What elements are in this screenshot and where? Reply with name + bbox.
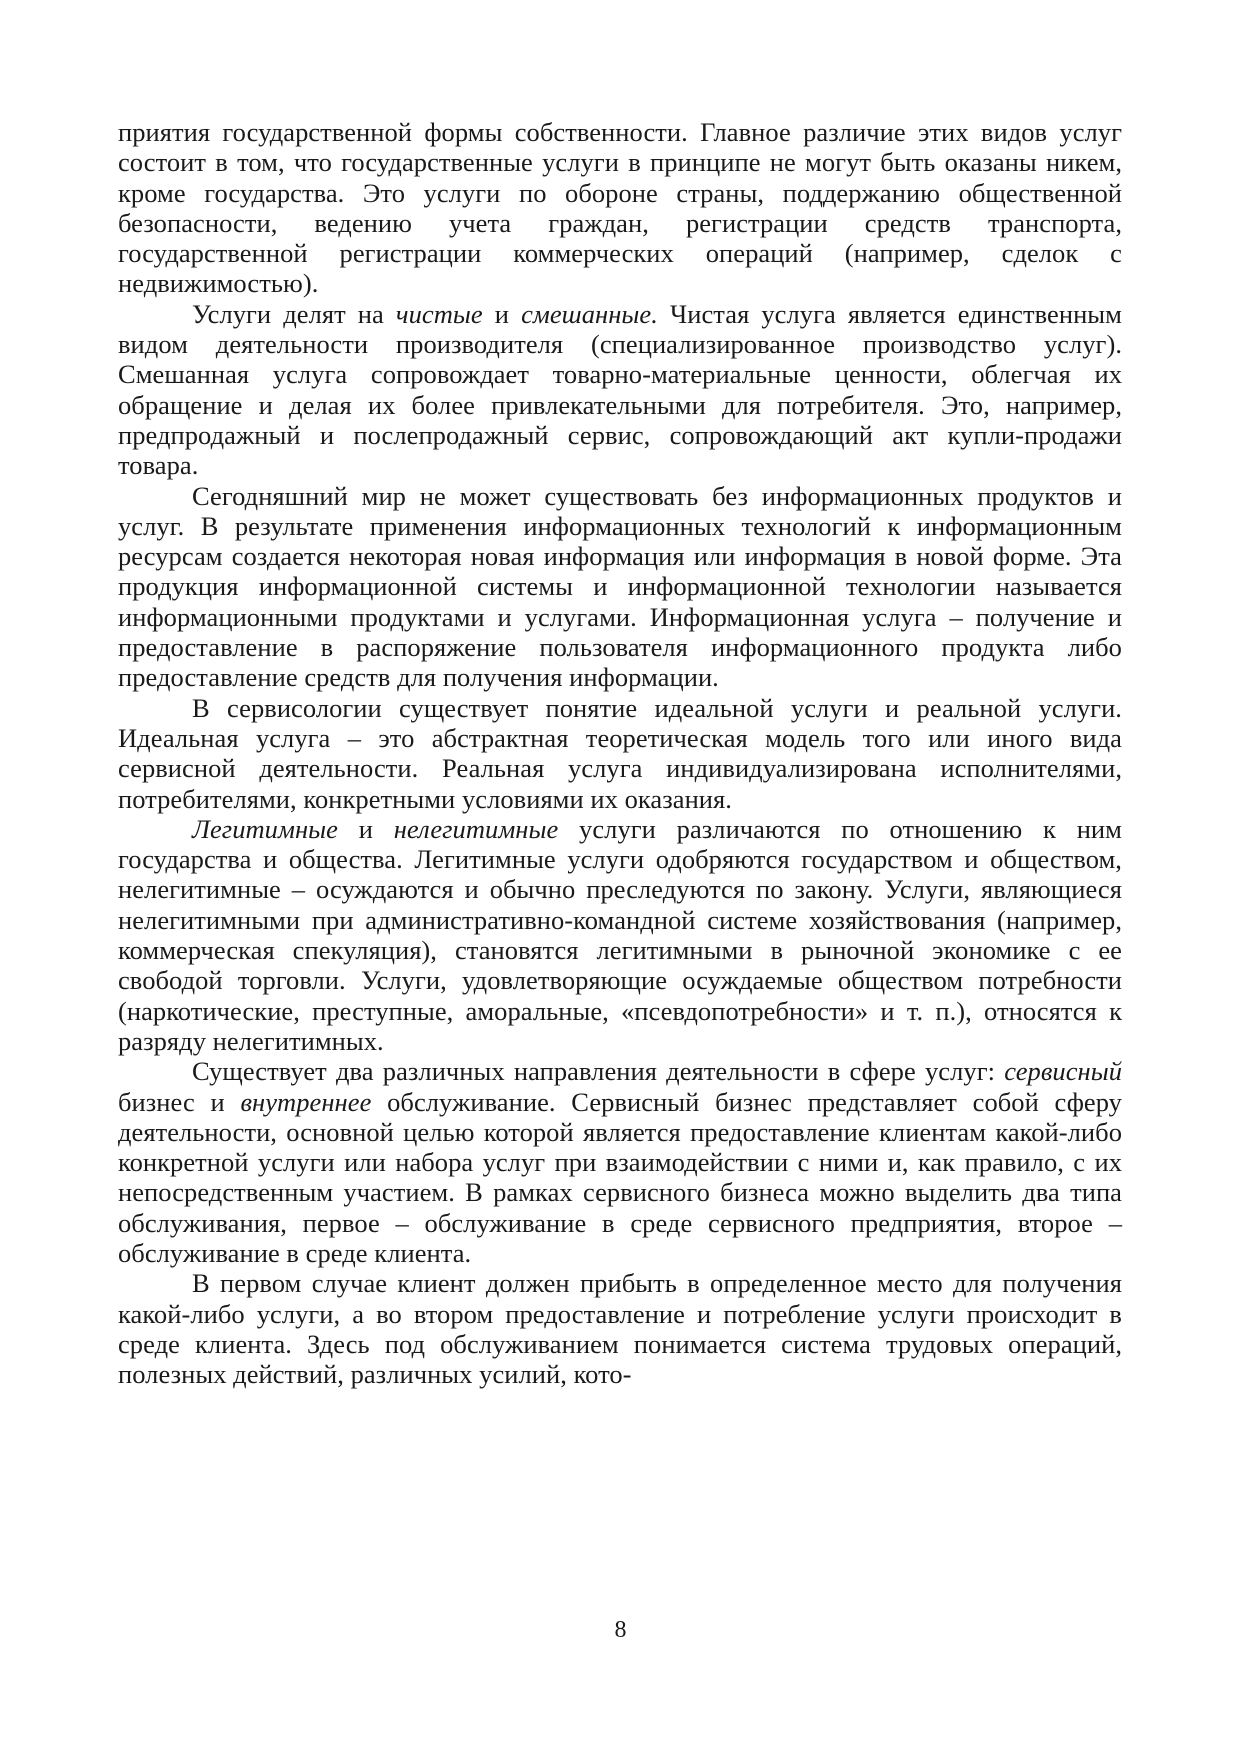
italic-term: смешанные. [521, 298, 658, 329]
paragraph-text: В сервисологии существует понятие идеальной услуги и реальной услуги. Идеальная услуга – это абстрактная теоретическая модель того или иного вида сервисной деятельности. Реальная услуга индивидуализирована исполнителями, потребителями, конкретными условиями их оказания. [118, 692, 1122, 814]
italic-term: нелегитимные [393, 813, 559, 844]
paragraph [118, 693, 1122, 814]
paragraph-text: и [337, 813, 394, 844]
paragraph-text: бизнес и [118, 1086, 241, 1117]
paragraph [118, 814, 1122, 1056]
paragraph-text: Чистая услуга является единственным видом деятельности производителя (специализированное производство услуг). Смешанная услуга сопровождает товарно-материальные ценности, облегчая их обращение и делая их более привлекательными для потребителя. Это, например, предпродажный и послепродажный сервис, сопровождающий акт купли-продажи товара. [118, 298, 1122, 481]
italic-term: сервисный [1004, 1056, 1122, 1087]
body-text [118, 117, 1122, 1389]
paragraph-text: приятия государственной формы собственности. Главное различие этих видов услуг состоит в том, что государственные услуги в принципе не могут быть оказаны никем, кроме государства. Это услуги по обороне страны, поддержанию общественной безопасности, ведению учета граждан, регистрации средств транспорта, государственной регистрации коммерческих операций (например, сделок с недвижимостью). [118, 117, 1122, 299]
paragraph [118, 481, 1122, 693]
paragraph-text: В первом случае клиент должен прибыть в определенное место для получения какой-либо услуги, а во втором предоставление и потребление услуги происходит в среде клиента. Здесь под обслуживанием понимается система трудовых операций, полезных действий, различных усилий, кото- [118, 1268, 1122, 1390]
italic-term: внутреннее [240, 1086, 372, 1117]
paragraph [118, 117, 1122, 299]
paragraph-text: Услуги делят на [192, 298, 396, 329]
paragraph [118, 1056, 1122, 1268]
paragraph [118, 299, 1122, 481]
italic-term: чистые [395, 298, 483, 329]
paragraph-text: услуги различаются по отношению к ним государства и общества. Легитимные услуги одобряются государством и обществом, нелегитимные – осуждаются и обычно преследуются по закону. Услуги, являющиеся нелегитимными при административно-командной системе хозяйствования (например, коммерческая спекуляция), становятся легитимными в рыночной экономике с ее свободой торговли. Услуги, удовлетворяющие осуждаемые обществом потребности (наркотические, преступные, аморальные, «псевдопотребности» и т. п.), относятся к разряду нелегитимных. [118, 813, 1122, 1056]
italic-term: Легитимные [192, 813, 338, 844]
paragraph-text: обслуживание. Сервисный бизнес представляет собой сферу деятельности, основной целью которой является предоставление клиентам какой-либо конкретной услуги или набора услуг при взаимодействии с ними и, как правило, с их непосредственным участием. В рамках сервисного бизнеса можно выделить два типа обслуживания, первое – обслуживание в среде сервисного предприятия, второе – обслуживание в среде клиента. [118, 1086, 1122, 1268]
paragraph-text: Существует два различных направления деятельности в сфере услуг: [192, 1056, 1005, 1087]
page-number: 8 [614, 1617, 627, 1643]
paragraph-text: и [482, 298, 522, 329]
paragraph [118, 1268, 1122, 1389]
paragraph-text: Сегодняшний мир не может существовать без информационных продуктов и услуг. В результате применения информационных технологий к информационным ресурсам создается некоторая новая информация или информация в новой форме. Эта продукция информационной системы и информационной технологии называется информационными продуктами и услугами. Информационная услуга – получение и предоставление в распоряжение пользователя информационного продукта либо предоставление средств для получения информации. [118, 480, 1122, 693]
